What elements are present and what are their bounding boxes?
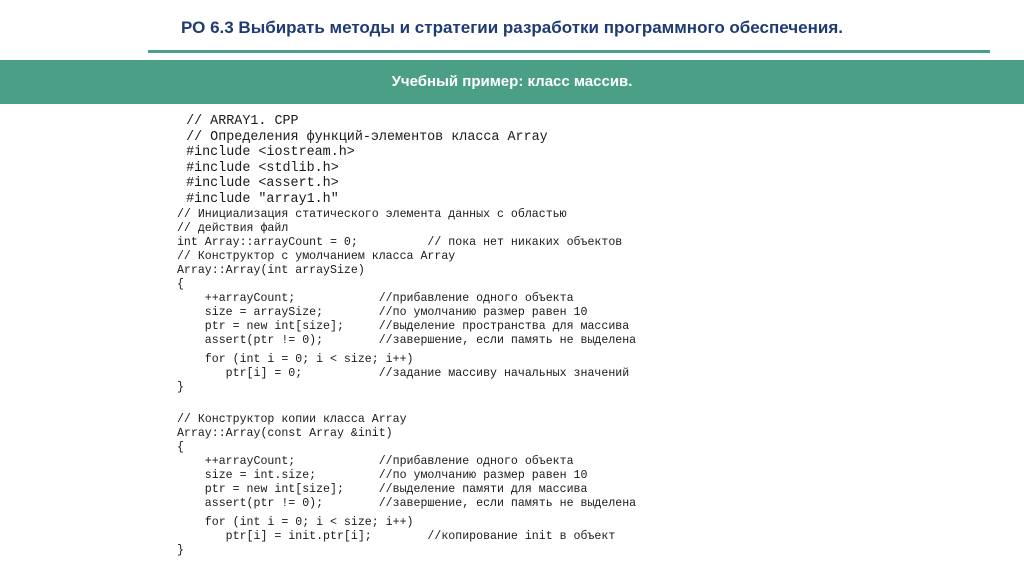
code-line: Array::Array(int arraySize) bbox=[170, 263, 365, 277]
code-line: { bbox=[170, 277, 184, 291]
code-line: // Определения функций-элементов класса Array bbox=[170, 129, 548, 145]
code-line: size = arraySize; //по умолчанию размер равен 10 bbox=[170, 305, 588, 319]
code-line: } bbox=[170, 380, 184, 394]
code-line: // Конструктор копии класса Array bbox=[170, 412, 407, 426]
code-line: for (int i = 0; i < size; i++) bbox=[170, 352, 414, 366]
code-gap bbox=[170, 395, 730, 413]
code-line: // Конструктор с умолчанием класса Array bbox=[170, 249, 456, 263]
code-line: } bbox=[170, 543, 184, 557]
code-line: ++arrayCount; //прибавление одного объекта bbox=[170, 291, 574, 305]
code-line: assert(ptr != 0); //завершение, если память не выделена bbox=[170, 496, 637, 510]
section-banner: Учебный пример: класс массив. bbox=[0, 60, 1024, 104]
code-line: ptr[i] = 0; //задание массиву начальных значений bbox=[170, 366, 630, 380]
code-listing bbox=[170, 114, 730, 558]
code-line: assert(ptr != 0); //завершение, если память не выделена bbox=[170, 333, 637, 347]
code-line: ++arrayCount; //прибавление одного объекта bbox=[170, 454, 574, 468]
code-line: ptr = new int[size]; //выделение памяти для массива bbox=[170, 482, 588, 496]
code-line: { bbox=[170, 440, 184, 454]
code-line: size = int.size; //по умолчанию размер равен 10 bbox=[170, 468, 588, 482]
code-line: #include <iostream.h> bbox=[170, 145, 355, 161]
code-line: Array::Array(const Array &init) bbox=[170, 426, 393, 440]
code-line: for (int i = 0; i < size; i++) bbox=[170, 515, 414, 529]
code-line: #include <stdlib.h> bbox=[170, 160, 339, 176]
slide-title: РО 6.3 Выбирать методы и стратегии разработки программного обеспечения. bbox=[181, 18, 843, 37]
code-line: // ARRAY1. CPP bbox=[170, 114, 299, 129]
code-line: ptr[i] = init.ptr[i]; //копирование init в объект bbox=[170, 529, 616, 543]
code-line: // действия файл bbox=[170, 221, 289, 235]
code-line: int Array::arrayCount = 0; // пока нет никаких объектов bbox=[170, 235, 623, 249]
code-line: #include "array1.h" bbox=[170, 191, 339, 207]
code-line: #include <assert.h> bbox=[170, 176, 339, 192]
title-divider bbox=[148, 50, 990, 53]
code-line: // Инициализация статического элемента данных с областью bbox=[170, 207, 567, 221]
code-line: ptr = new int[size]; //выделение пространства для массива bbox=[170, 319, 630, 333]
